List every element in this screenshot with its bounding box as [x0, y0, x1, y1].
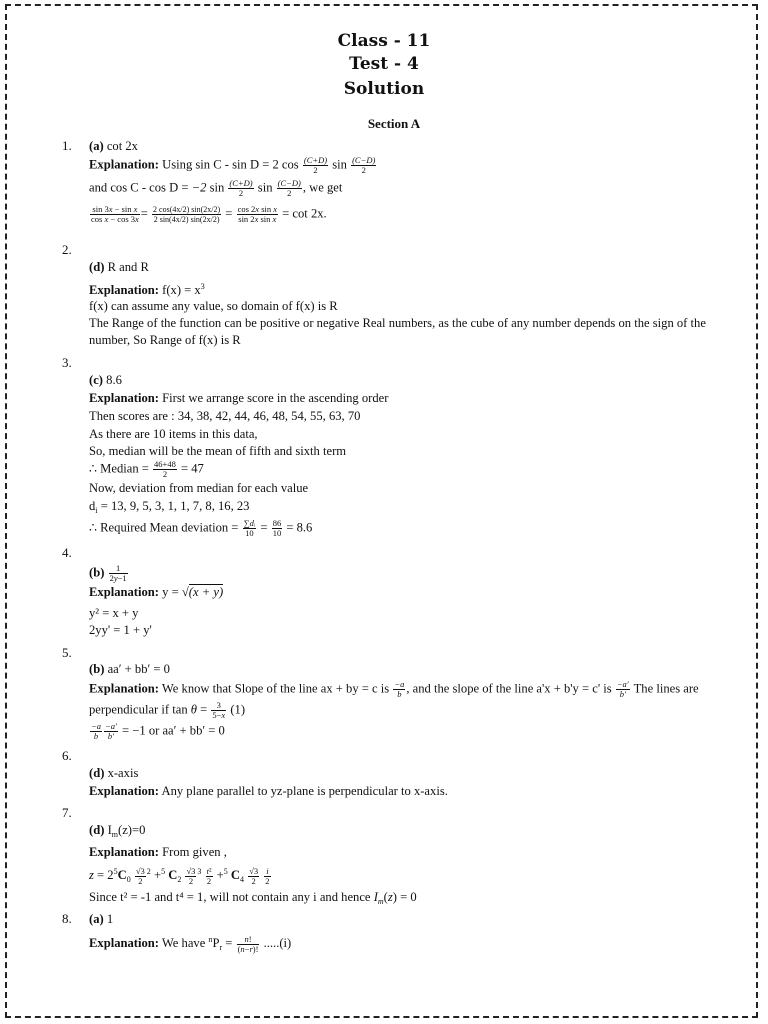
answer-line: (b) aa′ + bb′ = 0 — [89, 662, 170, 676]
question-number: 7. — [62, 805, 72, 820]
text-line: y² = x + y — [89, 606, 139, 620]
test-title: Test - 4 — [349, 54, 419, 74]
expansion-line: $z = 2^5C_0$ $\frac{√3}{2}$ $^2$ +$^5$ $C_2$ $\frac{√3}{2}$ $^3$ $\frac{\text{t²}}{2}$ +$^5$ $C_4$ $\frac{√3}{2}$ $\frac{i}{2}$ — [89, 865, 270, 886]
text-line: Then scores are : 34, 38, 42, 44, 46, 48, 54, 55, 63, 70 — [89, 409, 361, 423]
text-line: f(x) can assume any value, so domain of f(x) is R — [89, 299, 338, 313]
answer-line: (b) $\frac{1}{2y-1}$ — [89, 563, 127, 583]
explanation-line: Explanation: $f(x) = x^3$ — [89, 282, 205, 297]
question-number: 3. — [62, 355, 72, 370]
text-line: Now, deviation from median for each value — [89, 481, 309, 495]
section-heading: Section A — [367, 116, 421, 131]
solution-title: Solution — [343, 79, 425, 99]
text-line: 2yy' = 1 + y' — [89, 623, 152, 637]
median-line: ∴ Median = $\frac{46+48}{2}$ = 47 — [89, 459, 204, 479]
condition-line: $\frac{-a}{b}$ $\frac{-a'}{b'}$ = −1 or aa′ + bb′ = 0 — [91, 721, 225, 741]
answer-line: (d) x-axis — [89, 766, 139, 780]
explanation-line: Explanation: We have $^nP_r$ = $\frac{n!}{(n-r)!}$ .....(i) — [89, 933, 292, 954]
answer-line: (c) 8.6 — [89, 373, 122, 387]
question-number: 1. — [62, 138, 72, 153]
explanation-line: Explanation: From given , — [89, 845, 227, 859]
class-title: Class - 11 — [337, 31, 431, 51]
text-line: As there are 10 items in this data, — [89, 427, 258, 441]
explanation-line: Explanation: We know that Slope of the line ax + by = c is $\frac{-a}{b}$ , and the slope of the line a'x + b'y = c' is $\frac{-a'}{b'}$ The lines are — [89, 679, 699, 699]
conclusion-line: Since t² = -1 and t⁴ = 1, will not contain any i and hence $I_m(z) = 0$ — [89, 890, 417, 906]
text-paragraph: The Range of the function can be positive or negative Real numbers, as the cube of any number depends on the sign of the number, So Range of f(x) is R — [89, 316, 706, 347]
answer-line: (a) 1 — [89, 912, 114, 926]
explanation-line: Explanation: y = √(x + y) — [89, 585, 224, 599]
answer-line: (d) R and R — [89, 260, 149, 274]
perpendicular-line: perpendicular if tan θ = $\frac{3}{5-x}$ (1) — [89, 700, 246, 720]
question-number: 6. — [62, 748, 72, 763]
explanation-line: Explanation: First we arrange score in the ascending order — [89, 391, 389, 405]
derivation-line: $\frac{\text{sin 3x − sin x}}{\text{cos x − cos 3x}}$ = $\frac{2 \cos(4x/2) \sin(2x/2)}{2 \sin(4x/2) \sin(2x/2)}$ = $\frac{\text{cos 2x sin x}}{\text{sin 2x sin x}}$ = cot 2x. — [91, 204, 327, 224]
question-number: 2. — [62, 242, 72, 257]
question-number: 8. — [62, 911, 72, 926]
deviation-line: $d_i = 13$, 9, 5, 3, 1, 1, 7, 8, 16, 23 — [89, 499, 250, 515]
text-line: So, median will be the mean of fifth and sixth term — [89, 444, 347, 458]
question-number: 4. — [62, 545, 72, 560]
mean-deviation-line: ∴ Required Mean deviation = $\frac{\text{∑dᵢ}}{10}$ = $\frac{86}{10}$ = 8.6 — [89, 518, 313, 538]
explanation-line: Explanation: Using sin C - sin D = 2 cos $\frac{(C+D)}{2}$ sin $\frac{(C-D)}{2}$ — [89, 155, 376, 175]
formula-line: and cos C - cos D = −2 sin $\frac{(C+D)}{2}$ sin $\frac{(C-D)}{2}$ , we get — [89, 178, 343, 198]
question-number: 5. — [62, 645, 72, 660]
answer-line: (a) cot 2x — [89, 139, 138, 153]
answer-line: (d) $I_m(z)=0$ — [89, 823, 146, 839]
explanation-line: Explanation: Any plane parallel to yz-plane is perpendicular to x-axis. — [89, 784, 448, 798]
